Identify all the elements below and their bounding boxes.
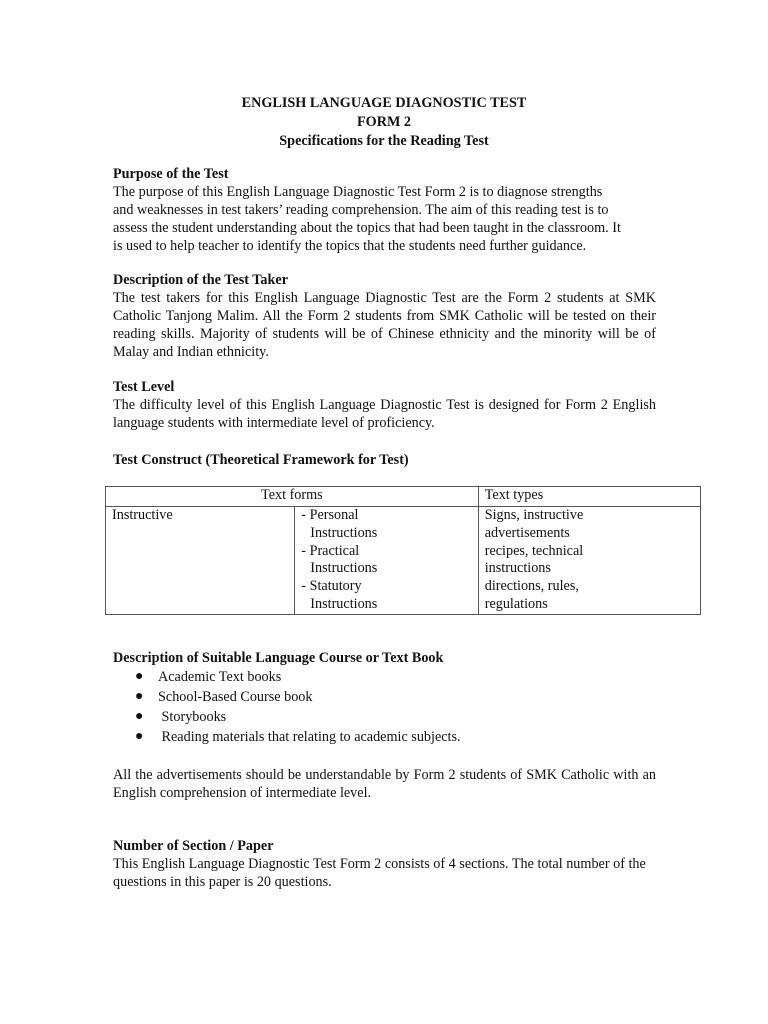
type-line: advertisements bbox=[484, 524, 570, 541]
form-line: - Practical bbox=[301, 542, 360, 559]
header-text-types: Text types bbox=[478, 487, 700, 507]
test-taker-section bbox=[113, 271, 656, 361]
type-line: Signs, instructive bbox=[484, 507, 584, 523]
type-line: recipes, technical bbox=[484, 542, 584, 559]
list-item-label: Storybooks bbox=[158, 709, 227, 725]
list-item bbox=[113, 687, 656, 707]
form-line: - Personal bbox=[301, 507, 359, 523]
sections-text: This English Language Diagnostic Test Form 2 consists of 4 sections. The total number of the questions in this paper is 20 questions. bbox=[113, 856, 646, 890]
forms-cell bbox=[295, 507, 478, 615]
test-level-section bbox=[113, 378, 656, 432]
advert-note-text: All the advertisements should be understandable by Form 2 students of SMK Catholic with an English comprehension of intermediate level. bbox=[113, 767, 656, 801]
construct-section bbox=[113, 451, 656, 469]
course-heading: Description of Suitable Language Course or Text Book bbox=[113, 650, 444, 666]
header-text-forms: Text forms bbox=[106, 487, 479, 507]
text-forms-table bbox=[105, 486, 701, 615]
bullet-icon: ● bbox=[135, 729, 144, 744]
list-item bbox=[113, 667, 656, 687]
category-cell: Instructive bbox=[106, 507, 295, 615]
list-item-label: School-Based Course book bbox=[158, 689, 313, 705]
type-line: instructions bbox=[484, 560, 551, 577]
purpose-line-2: and weaknesses in test takers’ reading comprehension. The aim of this reading test is to bbox=[113, 202, 609, 218]
form-line: Instructions bbox=[310, 560, 378, 577]
table-row bbox=[106, 507, 701, 615]
type-line: directions, rules, bbox=[484, 578, 579, 595]
purpose-section bbox=[113, 165, 656, 255]
purpose-line-1: The purpose of this English Language Diagnostic Test Form 2 is to diagnose strengths bbox=[113, 184, 603, 200]
title-line-3: Specifications for the Reading Test bbox=[279, 133, 489, 149]
document-title bbox=[0, 94, 768, 151]
list-item-label: Academic Text books bbox=[158, 669, 282, 685]
bullet-icon: ● bbox=[135, 669, 144, 684]
advert-note-section bbox=[113, 766, 656, 802]
test-taker-heading: Description of the Test Taker bbox=[113, 272, 288, 288]
title-line-1: ENGLISH LANGUAGE DIAGNOSTIC TEST bbox=[241, 95, 527, 111]
sections-section bbox=[113, 837, 656, 891]
bullet-icon: ● bbox=[135, 689, 144, 704]
title-line-2: FORM 2 bbox=[357, 114, 411, 130]
type-line: regulations bbox=[484, 595, 548, 612]
course-section bbox=[113, 649, 656, 747]
list-item-label: Reading materials that relating to academic subjects. bbox=[158, 729, 461, 745]
bullet-icon: ● bbox=[135, 709, 144, 724]
purpose-line-4: is used to help teacher to identify the topics that the students need further guidance. bbox=[113, 238, 587, 254]
purpose-line-3: assess the student understanding about the topics that had been taught in the classroom. It bbox=[113, 220, 621, 236]
list-item bbox=[113, 707, 656, 727]
purpose-heading: Purpose of the Test bbox=[113, 166, 229, 182]
sections-heading: Number of Section / Paper bbox=[113, 838, 274, 854]
list-item bbox=[113, 727, 656, 747]
form-line: - Statutory bbox=[301, 578, 362, 595]
construct-heading: Test Construct (Theoretical Framework for Test) bbox=[113, 452, 409, 468]
course-list bbox=[113, 667, 656, 747]
form-line: Instructions bbox=[310, 524, 378, 541]
types-cell bbox=[478, 507, 700, 615]
form-line: Instructions bbox=[310, 595, 378, 612]
test-level-text: The difficulty level of this English Language Diagnostic Test is designed for Form 2 English language students with intermediate level of proficiency. bbox=[113, 397, 656, 431]
test-level-heading: Test Level bbox=[113, 379, 175, 395]
table-header-row bbox=[106, 487, 701, 507]
test-taker-text: The test takers for this English Language Diagnostic Test are the Form 2 students at SMK Catholic Tanjong Malim. All the Form 2 students from SMK Catholic will be tested on their reading skills. Majority of students will be of Chinese ethnicity and the minority will be of Malay and Indian ethnicity. bbox=[113, 290, 656, 360]
